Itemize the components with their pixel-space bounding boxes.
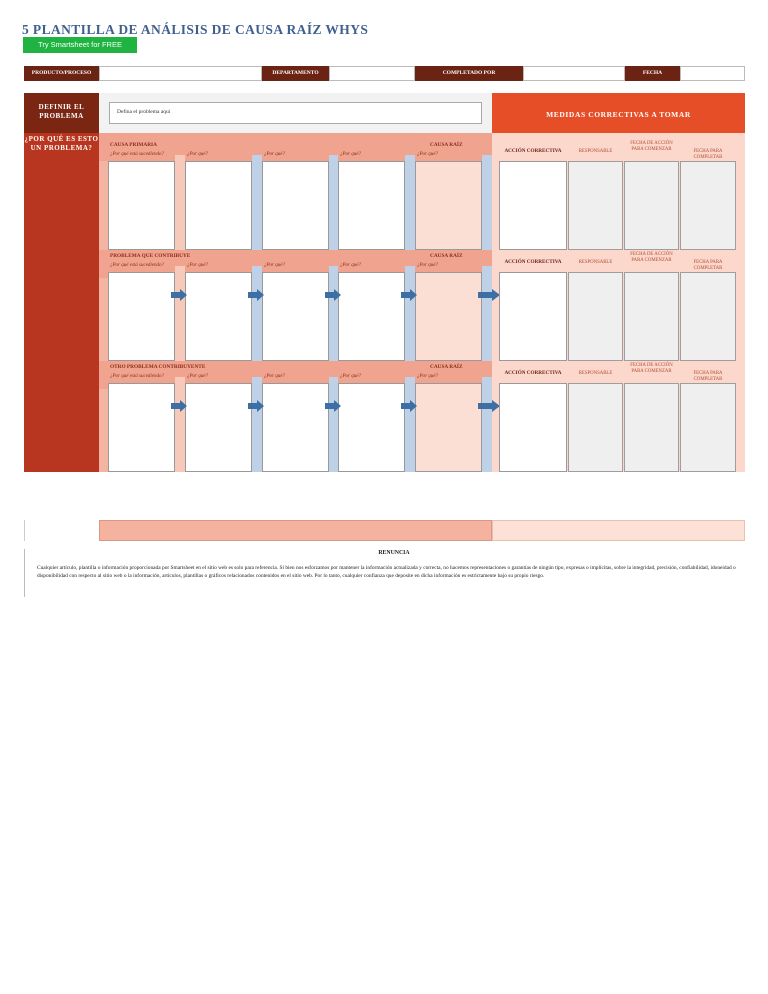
action-detail-cell[interactable] [568, 383, 623, 472]
action-column-header: ACCIÓN CORRECTIVA [504, 259, 562, 265]
why-question-label: ¿Por qué está sucediendo? [110, 152, 165, 157]
why-answer-box[interactable] [338, 161, 405, 250]
why-question-label: ¿Por qué está sucediendo? [110, 374, 165, 379]
define-problem-input[interactable]: Defina el problema aquí [109, 102, 482, 124]
date-field[interactable] [680, 66, 745, 81]
arrow-right-icon [401, 399, 417, 411]
connector-band [329, 377, 338, 472]
why-answer-box[interactable] [185, 383, 252, 472]
action-detail-cell[interactable] [680, 161, 736, 250]
why-question-label: ¿Por qué? [417, 374, 438, 379]
footer-bar-right [492, 520, 745, 541]
corrective-action-cell[interactable] [499, 272, 567, 361]
action-column-header: FECHA DE ACCIÓN PARA COMENZAR [630, 141, 673, 152]
connector-band [175, 377, 185, 472]
root-cause-label: CAUSA RAÍZ [430, 142, 463, 148]
why-answer-box[interactable] [262, 161, 329, 250]
why-answer-box[interactable] [108, 161, 175, 250]
why-answer-box[interactable] [262, 383, 329, 472]
product-field[interactable] [99, 66, 262, 81]
why-question-label: ¿Por qué? [417, 263, 438, 268]
arrow-right-icon [478, 399, 500, 411]
page-title: 5 PLANTILLA DE ANÁLISIS DE CAUSA RAÍZ WHYS [22, 22, 369, 37]
action-column-header: RESPONSABLE [578, 371, 613, 376]
action-column-header: FECHA DE ACCIÓN PARA COMENZAR [630, 363, 673, 374]
connector-band [329, 266, 338, 361]
try-smartsheet-button[interactable]: Try Smartsheet for FREE [23, 37, 137, 53]
arrow-right-icon [478, 288, 500, 300]
corrective-measures-header: MEDIDAS CORRECTIVAS A TOMAR [492, 93, 745, 133]
arrow-right-icon [325, 399, 341, 411]
why-answer-box[interactable] [185, 272, 252, 361]
section-label: CAUSA PRIMARIA [110, 142, 157, 148]
action-column-header: FECHA DE ACCIÓN PARA COMENZAR [630, 252, 673, 263]
why-answer-box[interactable] [338, 272, 405, 361]
disclaimer-body: Cualquier artículo, plantilla o información proporcionada por Smartsheet en el sitio web es solo para referencia. Si bien nos esforzamos por mantener la información actualizada y correcta, no hacemos representaciones o garantías de ningún tipo, expresas o implícitas, sobre la integridad, precisión, confiabilidad, idoneidad o disponibilidad con respecto al sitio web o la información, artículos, plantillas o gráficos relacionados contenidos en el sitio web. Por lo tanto, cualquier confianza que deposite en dicha información es estrictamente bajo su propio riesgo. [37, 565, 736, 579]
action-detail-cell[interactable] [624, 161, 679, 250]
connector-band [405, 155, 415, 250]
why-question-label: ¿Por qué? [340, 374, 361, 379]
department-field[interactable] [329, 66, 415, 81]
product-label: PRODUCTO/PROCESO [24, 66, 99, 81]
action-detail-cell[interactable] [680, 272, 736, 361]
why-answer-box[interactable] [108, 383, 175, 472]
arrow-right-icon [171, 288, 187, 300]
action-column-header: ACCIÓN CORRECTIVA [504, 370, 562, 376]
root-cause-label: CAUSA RAÍZ [430, 253, 463, 259]
why-answer-box[interactable] [338, 383, 405, 472]
connector-band [252, 155, 262, 250]
completed-by-label: COMPLETADO POR [415, 66, 523, 81]
why-problem-label: ¿POR QUÉ ES ESTO UN PROBLEMA? [24, 135, 99, 152]
action-column-header: RESPONSABLE [578, 149, 613, 154]
action-detail-cell[interactable] [624, 272, 679, 361]
root-cause-box[interactable] [415, 383, 482, 472]
why-question-label: ¿Por qué? [340, 263, 361, 268]
connector-band [252, 266, 262, 361]
footer-divider [24, 520, 25, 541]
action-column-header: FECHA PARA COMPLETAR [693, 149, 723, 160]
disclaimer-divider [24, 549, 25, 597]
why-question-label: ¿Por qué está sucediendo? [110, 263, 165, 268]
connector-band [405, 377, 415, 472]
connector-band [175, 266, 185, 361]
why-question-label: ¿Por qué? [187, 263, 208, 268]
action-detail-cell[interactable] [680, 383, 736, 472]
connector-band [482, 155, 492, 250]
why-question-label: ¿Por qué? [417, 152, 438, 157]
action-detail-cell[interactable] [568, 161, 623, 250]
section-label: PROBLEMA QUE CONTRIBUYE [110, 253, 191, 259]
connector-band [482, 266, 492, 361]
corrective-action-cell[interactable] [499, 161, 567, 250]
action-detail-cell[interactable] [624, 383, 679, 472]
connector-band [329, 155, 338, 250]
define-problem-label: DEFINIR EL PROBLEMA [24, 93, 99, 133]
why-answer-box[interactable] [262, 272, 329, 361]
why-question-label: ¿Por qué? [264, 152, 285, 157]
arrow-right-icon [248, 399, 264, 411]
connector-band [405, 266, 415, 361]
why-question-label: ¿Por qué? [264, 374, 285, 379]
date-label: FECHA [625, 66, 680, 81]
action-column-header: FECHA PARA COMPLETAR [693, 260, 723, 271]
arrow-right-icon [248, 288, 264, 300]
section-label: OTRO PROBLEMA CONTRIBUYENTE [110, 364, 206, 370]
department-label: DEPARTAMENTO [262, 66, 329, 81]
footer-bar-left [99, 520, 492, 541]
action-column-header: RESPONSABLE [578, 260, 613, 265]
why-answer-box[interactable] [108, 272, 175, 361]
root-cause-box[interactable] [415, 161, 482, 250]
why-question-label: ¿Por qué? [264, 263, 285, 268]
arrow-right-icon [171, 399, 187, 411]
root-cause-box[interactable] [415, 272, 482, 361]
arrow-right-icon [401, 288, 417, 300]
connector-band [482, 377, 492, 472]
why-answer-box[interactable] [185, 161, 252, 250]
root-cause-label: CAUSA RAÍZ [430, 364, 463, 370]
action-column-header: FECHA PARA COMPLETAR [693, 371, 723, 382]
action-column-header: ACCIÓN CORRECTIVA [504, 148, 562, 154]
disclaimer-title: RENUNCIA [378, 550, 410, 556]
arrow-right-icon [325, 288, 341, 300]
why-question-label: ¿Por qué? [187, 374, 208, 379]
corrective-action-cell[interactable] [499, 383, 567, 472]
why-question-label: ¿Por qué? [340, 152, 361, 157]
action-detail-cell[interactable] [568, 272, 623, 361]
why-question-label: ¿Por qué? [187, 152, 208, 157]
completed-by-field[interactable] [523, 66, 625, 81]
connector-band [175, 155, 185, 250]
connector-band [252, 377, 262, 472]
